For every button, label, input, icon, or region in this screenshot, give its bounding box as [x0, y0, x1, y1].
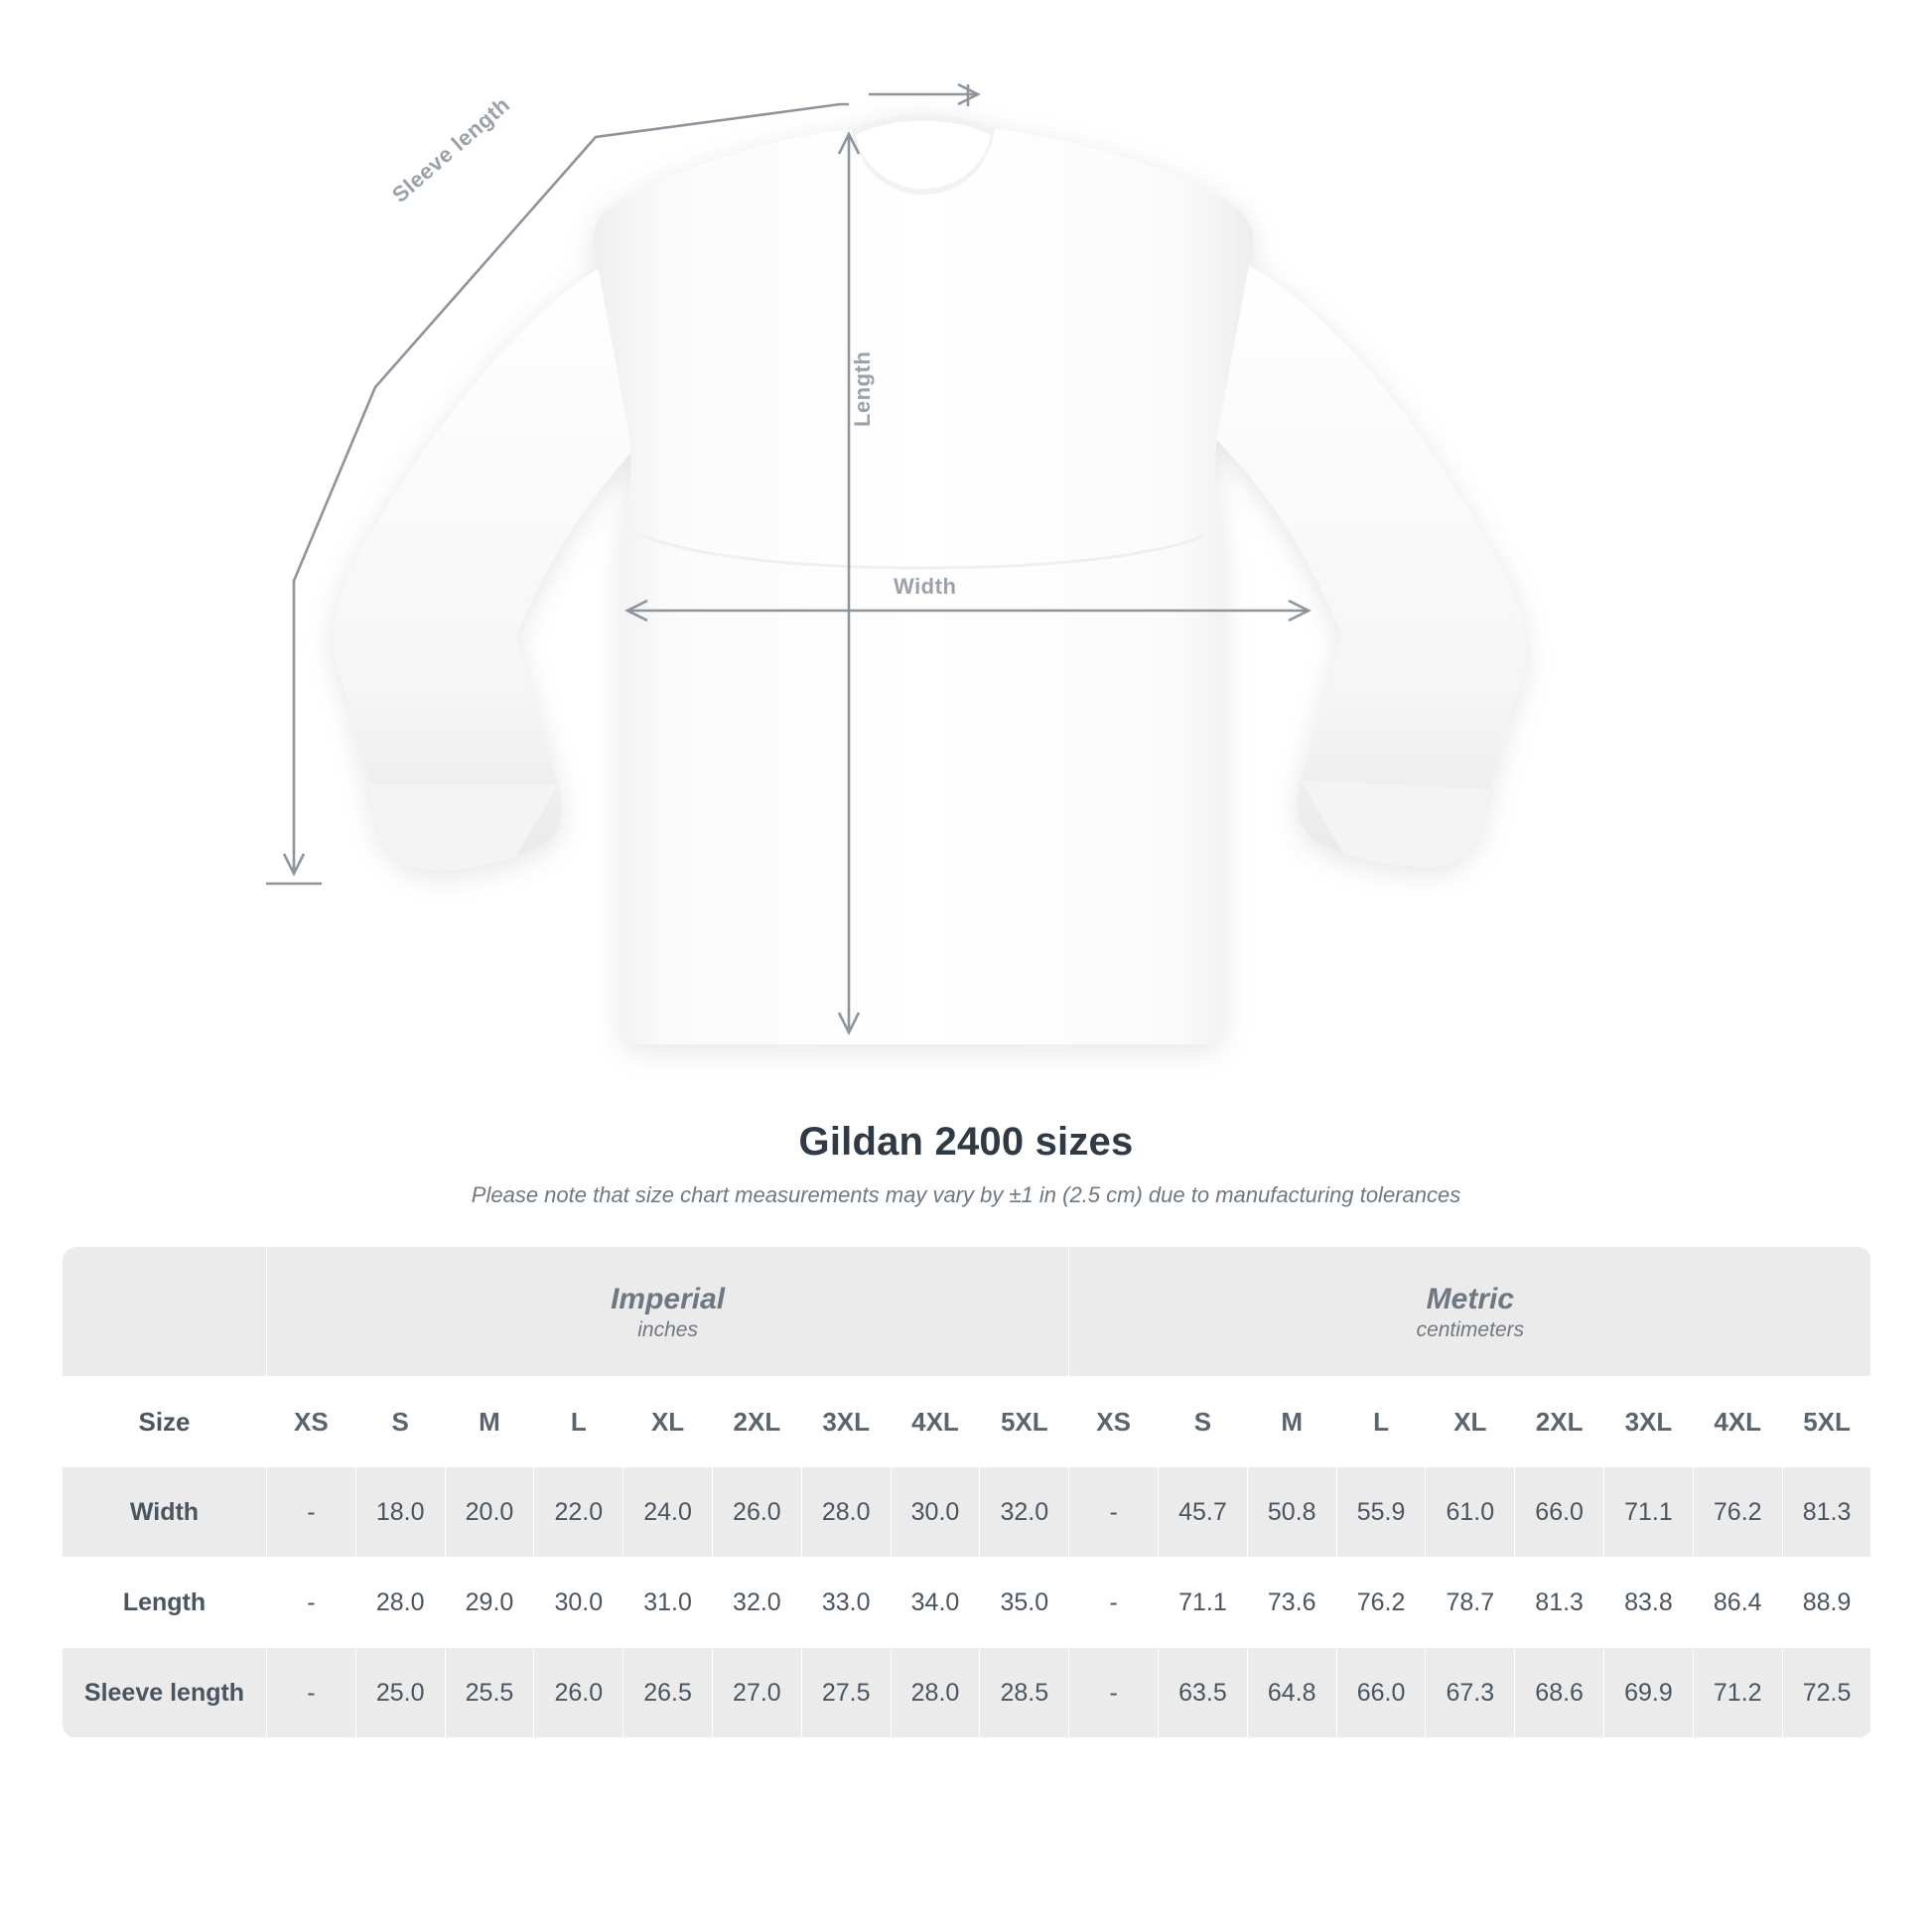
cell: 28.0 — [801, 1467, 891, 1558]
size-header-cell: S — [1159, 1377, 1248, 1467]
title-block — [0, 1120, 1932, 1208]
cell: 68.6 — [1515, 1648, 1604, 1738]
cell: 76.2 — [1693, 1467, 1782, 1558]
cell: 26.5 — [623, 1648, 713, 1738]
size-header-cell: XS — [1069, 1377, 1159, 1467]
cell: 29.0 — [445, 1558, 534, 1648]
cell: 22.0 — [534, 1467, 623, 1558]
cell: 63.5 — [1159, 1648, 1248, 1738]
page-title: Gildan 2400 sizes — [798, 1120, 1134, 1164]
cell: 71.1 — [1159, 1558, 1248, 1648]
unit-header-row — [63, 1247, 1871, 1377]
table-corner-cell — [63, 1247, 267, 1377]
cell: 81.3 — [1782, 1467, 1871, 1558]
imperial-unit: inches — [637, 1317, 698, 1341]
cell: 71.1 — [1604, 1467, 1694, 1558]
cell: 20.0 — [445, 1467, 534, 1558]
cell: 71.2 — [1693, 1648, 1782, 1738]
size-header-cell: 4XL — [891, 1377, 980, 1467]
size-header-cell: L — [1336, 1377, 1426, 1467]
imperial-label: Imperial — [611, 1283, 726, 1316]
width-dimension-label: Width — [894, 574, 957, 599]
size-table — [62, 1246, 1871, 1738]
row-label-length: Length — [63, 1558, 267, 1648]
cell: 73.6 — [1247, 1558, 1336, 1648]
cell: 30.0 — [534, 1558, 623, 1648]
cell: 45.7 — [1159, 1467, 1248, 1558]
cell: 64.8 — [1247, 1648, 1336, 1738]
cell: 72.5 — [1782, 1648, 1871, 1738]
cell: 32.0 — [712, 1558, 801, 1648]
size-header-cell: 5XL — [980, 1377, 1069, 1467]
cell: 18.0 — [355, 1467, 445, 1558]
size-header-cell: 2XL — [1515, 1377, 1604, 1467]
cell: 26.0 — [712, 1467, 801, 1558]
cell: 34.0 — [891, 1558, 980, 1648]
cell: 76.2 — [1336, 1558, 1426, 1648]
size-header-cell: L — [534, 1377, 623, 1467]
cell: - — [267, 1558, 356, 1648]
cell: 66.0 — [1336, 1648, 1426, 1738]
size-header-cell: 2XL — [712, 1377, 801, 1467]
metric-group-header — [1069, 1247, 1871, 1377]
cell: 27.5 — [801, 1648, 891, 1738]
cell: 67.3 — [1426, 1648, 1515, 1738]
size-header-cell: M — [445, 1377, 534, 1467]
sleeve-length-dimension-label: Sleeve length — [387, 91, 515, 207]
cell: 27.0 — [712, 1648, 801, 1738]
metric-unit: centimeters — [1416, 1317, 1525, 1341]
size-table-wrapper — [62, 1246, 1870, 1738]
size-header-cell: 5XL — [1782, 1377, 1871, 1467]
cell: - — [267, 1467, 356, 1558]
cell: 55.9 — [1336, 1467, 1426, 1558]
cell: 35.0 — [980, 1558, 1069, 1648]
cell: - — [1069, 1467, 1159, 1558]
imperial-group-header — [267, 1247, 1069, 1377]
cell: 50.8 — [1247, 1467, 1336, 1558]
size-header-row — [63, 1377, 1871, 1467]
size-header-cell: XL — [623, 1377, 713, 1467]
size-header-cell: 4XL — [1693, 1377, 1782, 1467]
size-header-cell: S — [355, 1377, 445, 1467]
size-header-cell: 3XL — [801, 1377, 891, 1467]
cell: 28.0 — [355, 1558, 445, 1648]
size-header-cell: 3XL — [1604, 1377, 1694, 1467]
table-row — [63, 1648, 1871, 1738]
cell: 25.5 — [445, 1648, 534, 1738]
row-label-width: Width — [63, 1467, 267, 1558]
cell: 61.0 — [1426, 1467, 1515, 1558]
cell: 86.4 — [1693, 1558, 1782, 1648]
table-row — [63, 1467, 1871, 1558]
cell: 88.9 — [1782, 1558, 1871, 1648]
size-header-cell: XL — [1426, 1377, 1515, 1467]
length-dimension-label: Length — [850, 350, 875, 427]
cell: 25.0 — [355, 1648, 445, 1738]
cell: - — [1069, 1648, 1159, 1738]
cell: 83.8 — [1604, 1558, 1694, 1648]
metric-label: Metric — [1426, 1283, 1515, 1316]
cell: 31.0 — [623, 1558, 713, 1648]
cell: 78.7 — [1426, 1558, 1515, 1648]
cell: 24.0 — [623, 1467, 713, 1558]
size-header-cell: M — [1247, 1377, 1336, 1467]
cell: 81.3 — [1515, 1558, 1604, 1648]
cell: 33.0 — [801, 1558, 891, 1648]
size-header-cell: XS — [267, 1377, 356, 1467]
cell: - — [1069, 1558, 1159, 1648]
cell: - — [267, 1648, 356, 1738]
cell: 28.5 — [980, 1648, 1069, 1738]
table-row — [63, 1558, 1871, 1648]
page-subtitle: Please note that size chart measurements may vary by ±1 in (2.5 cm) due to manufacturing tolerances — [471, 1182, 1461, 1207]
row-label-sleeve-length: Sleeve length — [63, 1648, 267, 1738]
cell: 66.0 — [1515, 1467, 1604, 1558]
cell: 26.0 — [534, 1648, 623, 1738]
cell: 30.0 — [891, 1467, 980, 1558]
size-header-label: Size — [63, 1377, 267, 1467]
cell: 69.9 — [1604, 1648, 1694, 1738]
cell: 32.0 — [980, 1467, 1069, 1558]
cell: 28.0 — [891, 1648, 980, 1738]
